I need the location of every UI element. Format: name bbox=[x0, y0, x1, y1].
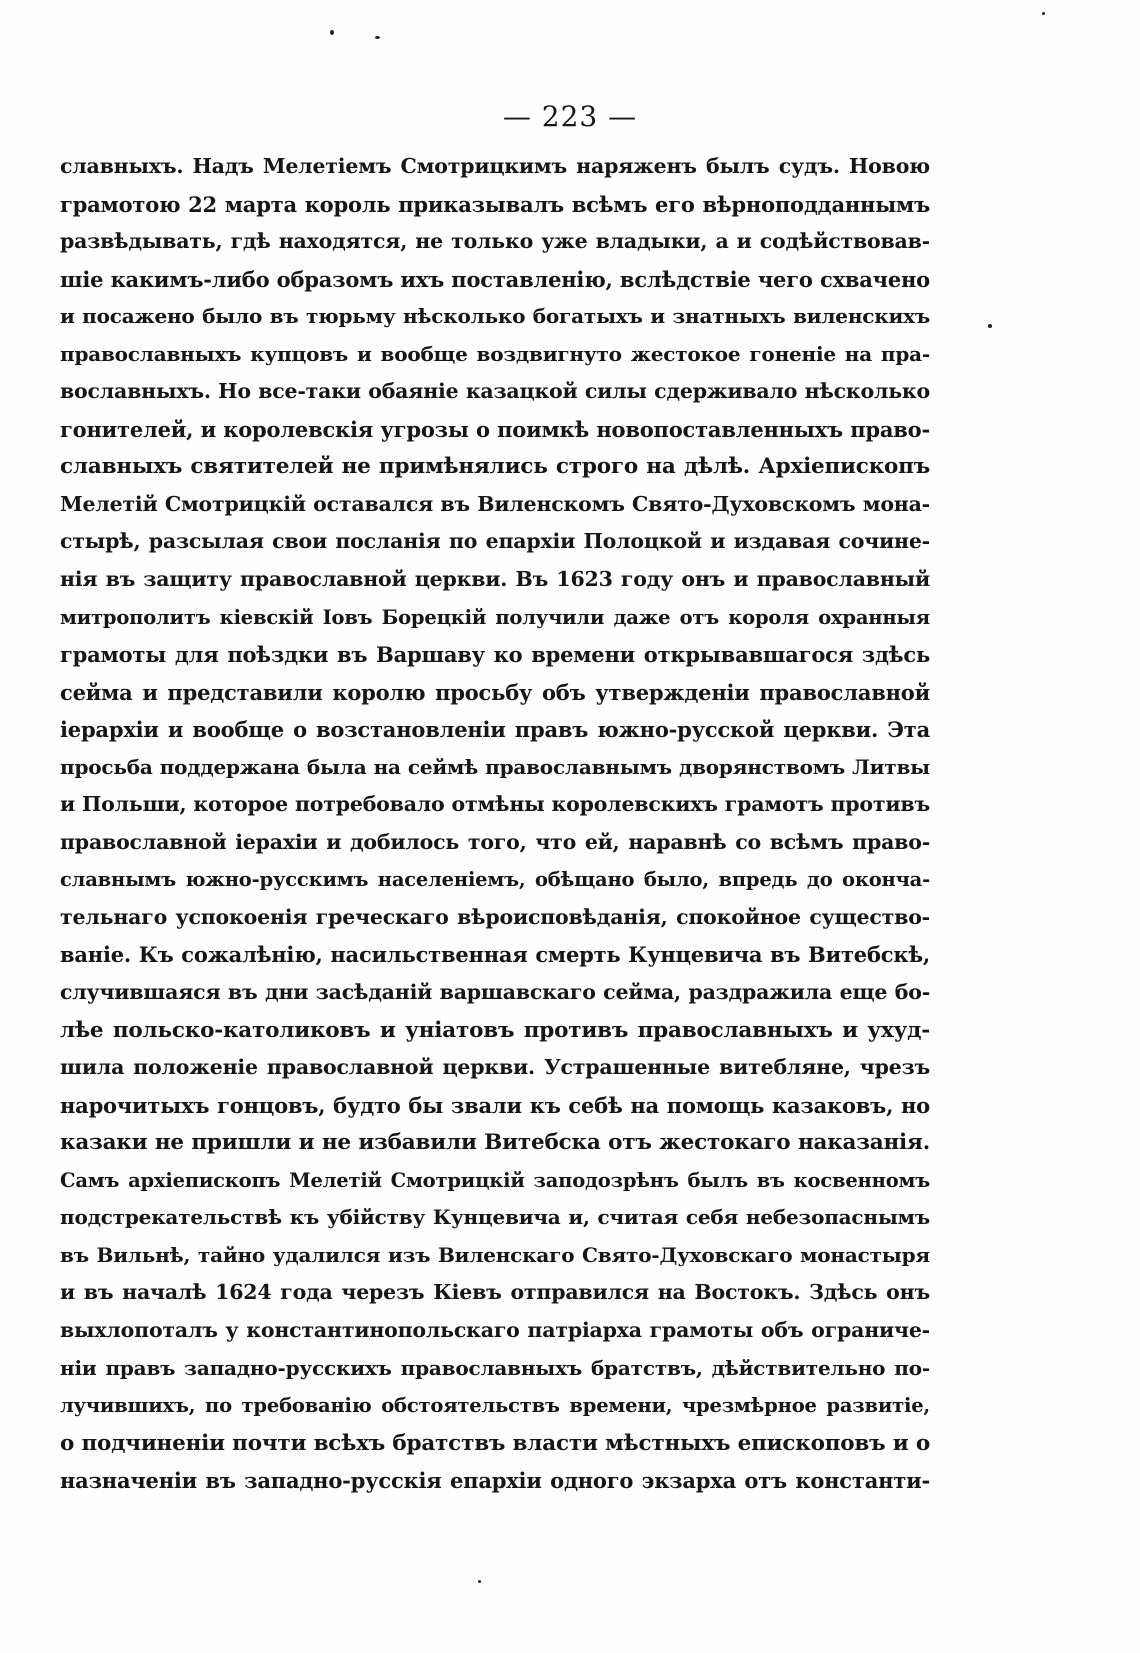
text-line: и въ началѣ 1624 года черезъ Кіевъ отправился на Востокъ. Здѣсь онъ bbox=[60, 1280, 930, 1305]
text-line: нія въ защиту православной церкви. Въ 1623 году онъ и православный bbox=[60, 567, 930, 592]
text-line: подстрекательствѣ къ убійству Кунцевича и, считая себя небезопаснымъ bbox=[60, 1205, 930, 1230]
text-line: славныхъ. Надъ Мелетіемъ Смотрицкимъ наряженъ былъ судъ. Новою bbox=[60, 154, 930, 178]
text-line: шила положеніе православной церкви. Устрашенные витебляне, чрезъ bbox=[60, 1055, 930, 1080]
text-line: назначеніи въ западно-русскія епархіи одного экзарха отъ константи- bbox=[60, 1468, 930, 1494]
text-line: іерархіи и вообще о возстановленіи правъ южно-русской церкви. Эта bbox=[60, 717, 930, 743]
text-line: и посажено было въ тюрьму нѣсколько богатыхъ и знатныхъ виленскихъ bbox=[60, 304, 930, 329]
text-line: шіе какимъ-либо образомъ ихъ поставленію, вслѣдствіе чего схвачено bbox=[60, 266, 930, 292]
text-line: лѣе польско-католиковъ и уніатовъ противъ православныхъ и ухуд- bbox=[60, 1017, 930, 1043]
text-line: стырѣ, разсылая свои посланія по епархіи Полоцкой и издавая сочине- bbox=[60, 529, 930, 554]
text-line: случившаяся въ дни засѣданій варшавскаго сейма, раздражила еще бо- bbox=[60, 980, 930, 1005]
text-line: просьба поддержана была на сеймѣ православнымъ дворянствомъ Литвы bbox=[60, 754, 930, 779]
text-line: выхлопоталъ у константинопольскаго патріарха грамоты объ ограниче- bbox=[60, 1317, 930, 1342]
text-line: сейма и представили королю просьбу объ утвержденіи православной bbox=[60, 679, 930, 705]
body-text bbox=[60, 148, 930, 1500]
text-line: грамотою 22 марта король приказывалъ всѣмъ его вѣрноподданнымъ bbox=[60, 191, 930, 217]
page-number: — 223 — bbox=[502, 100, 638, 133]
text-line: о подчиненіи почти всѣхъ братствъ власти мѣстныхъ епископовъ и о bbox=[60, 1430, 930, 1456]
text-line: ніи правъ западно-русскихъ православныхъ братствъ, дѣйствительно по- bbox=[60, 1355, 930, 1380]
print-speck bbox=[478, 1580, 481, 1583]
text-line: православныхъ купцовъ и вообще воздвигнуто жестокое гоненіе на пра- bbox=[60, 341, 930, 366]
print-speck bbox=[1042, 12, 1045, 15]
text-line: въ Вильнѣ, тайно удалился изъ Виленскаго Свято-Духовскаго монастыря bbox=[60, 1242, 930, 1267]
text-line: славныхъ святителей не примѣнялись строго на дѣлѣ. Архіепископъ bbox=[60, 454, 930, 480]
text-line: православной іерахіи и добилось того, что ей, наравнѣ со всѣмъ право- bbox=[60, 829, 930, 854]
text-line: развѣдывать, гдѣ находятся, не только уже владыки, а и содѣйствовав- bbox=[60, 229, 930, 254]
text-line: ваніе. Къ сожалѣнію, насильственная смерть Кунцевича въ Витебскѣ, bbox=[60, 942, 930, 968]
print-speck bbox=[988, 324, 992, 328]
text-line: тельнаго успокоенія греческаго вѣроисповѣданія, спокойное существо- bbox=[60, 904, 930, 929]
text-line: митрополитъ кіевскій Іовъ Борецкій получили даже отъ короля охранныя bbox=[60, 605, 930, 629]
text-line: казаки не пришли и не избавили Витебска отъ жестокаго наказанія. bbox=[60, 1130, 930, 1156]
text-line: Мелетій Смотрицкій оставался въ Виленскомъ Свято-Духовскомъ мона- bbox=[60, 491, 930, 516]
text-line: лучившихъ, по требованію обстоятельствъ времени, чрезмѣрное развитіе, bbox=[60, 1394, 930, 1418]
text-line: нарочитыхъ гонцовъ, будто бы звали къ себѣ на помощь казаковъ, но bbox=[60, 1092, 930, 1118]
text-line: гонителей, и королевскія угрозы о поимкѣ новопоставленныхъ право- bbox=[60, 416, 930, 442]
print-speck bbox=[330, 30, 334, 35]
text-line: Самъ архіепископъ Мелетій Смотрицкій заподозрѣнъ былъ въ косвенномъ bbox=[60, 1168, 930, 1192]
text-line: вославныхъ. Но все-таки обаяніе казацкой силы сдерживало нѣсколько bbox=[60, 379, 930, 404]
text-line: славнымъ южно-русскимъ населеніемъ, обѣщано было, впредь до оконча- bbox=[60, 868, 930, 892]
print-speck bbox=[375, 36, 380, 39]
text-line: и Польши, которое потребовало отмѣны королевскихъ грамотъ противъ bbox=[60, 792, 930, 817]
text-line: грамоты для поѣздки въ Варшаву ко времени открывавшагося здѣсь bbox=[60, 642, 930, 668]
